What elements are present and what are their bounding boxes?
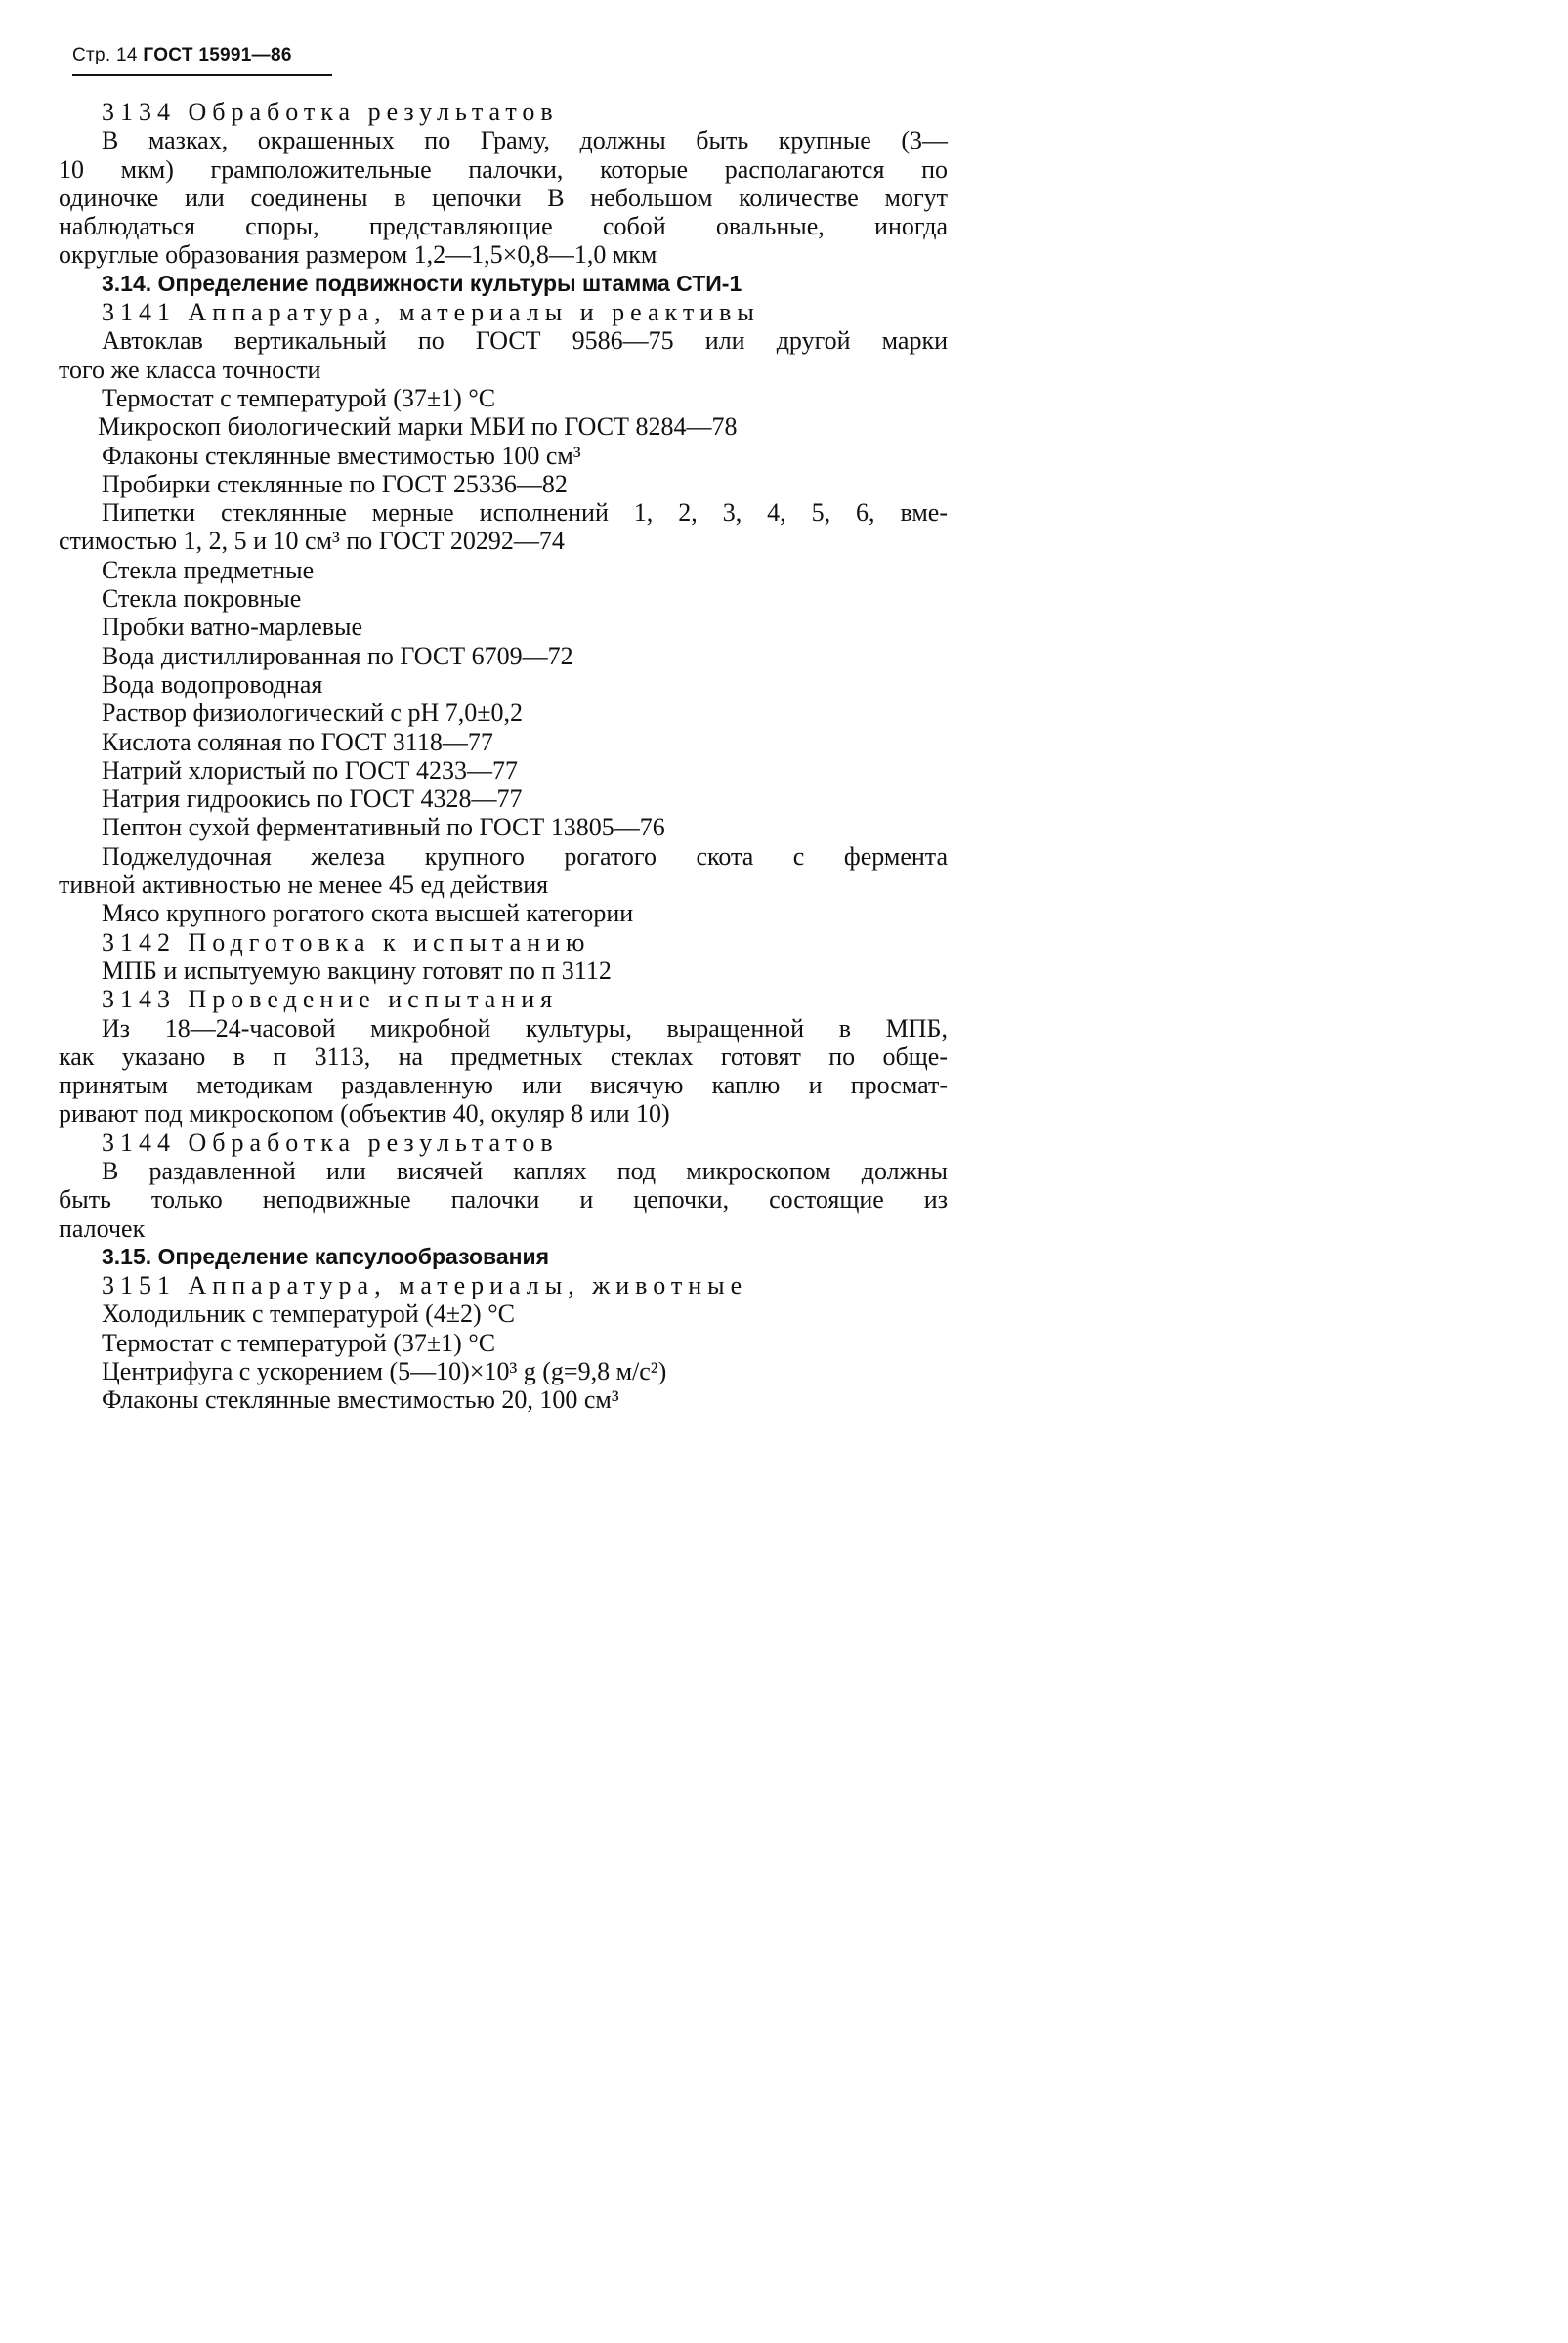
subsection-heading: 3142 Подготовка к испытанию [102,927,591,957]
text-line: Вода дистиллированная по ГОСТ 6709—72 [102,641,573,670]
text-line: округлые образования размером 1,2—1,5×0,8—1,0 мкм [59,240,657,270]
text-line: Центрифуга с ускорением (5—10)×10³ g (g=9,8 м/с²) [102,1357,667,1386]
text-line: В раздавленной или висячей каплях под микроскопом должны [102,1156,948,1185]
text-line: быть только неподвижные палочки и цепочки, состоящие из [59,1185,948,1214]
text-line: Термостат с температурой (37±1) °С [102,383,496,412]
text-line: Кислота соляная по ГОСТ 3118—77 [102,727,493,756]
text-line: Стекла предметные [102,555,315,584]
text-line: Пипетки стеклянные мерные исполнений 1, 2, 3, 4, 5, 6, вме- [102,498,948,528]
text-line: Пептон сухой ферментативный по ГОСТ 13805—76 [102,813,665,842]
text-line: 10 мкм) грамположительные палочки, которые располагаются по [59,154,948,184]
text-line: Натрия гидроокись по ГОСТ 4328—77 [102,785,523,814]
subsection-heading: 3134 Обработка результатов [102,98,559,126]
text-line: Флаконы стеклянные вместимостью 100 см³ [102,441,581,470]
text-line: Микроскоп биологический марки МБИ по ГОСТ 8284—78 [98,412,738,442]
text-line: Поджелудочная железа крупного рогатого скота с фермента [102,841,948,871]
section-heading: 3.14. Определение подвижности культуры штамма СТИ-1 [102,270,742,296]
text-line: того же класса точности [59,355,321,384]
text-line: Флаконы стеклянные вместимостью 20, 100 см³ [102,1385,619,1415]
standard-code: ГОСТ 15991—86 [143,45,292,65]
text-line: наблюдаться споры, представляющие собой овальные, иногда [59,212,948,241]
text-line: ривают под микроскопом (объектив 40, окуляр 8 или 10) [59,1099,670,1129]
text-line: Стекла покровные [102,584,302,614]
subsection-heading: 3151 Аппаратура, материалы, животные [102,1271,748,1300]
text-line: Натрий хлористый по ГОСТ 4233—77 [102,755,518,785]
text-line: В мазках, окрашенных по Граму, должны быть крупные (3— [102,126,948,155]
document-body [59,98,948,1415]
text-line: Холодильник с температурой (4±2) °С [102,1299,515,1329]
text-line: Пробирки стеклянные по ГОСТ 25336—82 [102,469,568,498]
text-line: как указано в п 3113, на предметных стеклах готовят по обще- [59,1042,948,1071]
section-heading: 3.15. Определение капсулообразования [102,1243,550,1269]
text-line: Из 18—24-часовой микробной культуры, выращенной в МПБ, [102,1013,948,1043]
subsection-heading: 3144 Обработка результатов [102,1128,559,1157]
text-line: одиночке или соединены в цепочки В небольшом количестве могут [59,183,948,212]
text-line: Термостат с температурой (37±1) °С [102,1328,496,1357]
text-line: принятым методикам раздавленную или висячую каплю и просмат- [59,1071,948,1100]
text-line: Вода водопроводная [102,669,323,699]
page-header [72,45,292,66]
subsection-heading: 3143 Проведение испытания [102,985,559,1014]
text-line: Раствор физиологический с pH 7,0±0,2 [102,699,524,728]
text-line: Автоклав вертикальный по ГОСТ 9586—75 или другой марки [102,326,948,356]
document-page [0,0,1017,1519]
page-number: Стр. 14 [72,45,138,65]
header-rule [72,74,332,76]
text-line: Пробки ватно-марлевые [102,613,363,642]
text-line: МПБ и испытуемую вакцину готовят по п 3112 [102,956,612,985]
text-line: Мясо крупного рогатого скота высшей категории [102,899,634,928]
text-line: тивной активностью не менее 45 ед действия [59,871,549,900]
text-line: стимостью 1, 2, 5 и 10 см³ по ГОСТ 20292—74 [59,527,565,556]
text-line: палочек [59,1214,146,1243]
subsection-heading: 3141 Аппаратура, материалы и реактивы [102,298,760,327]
